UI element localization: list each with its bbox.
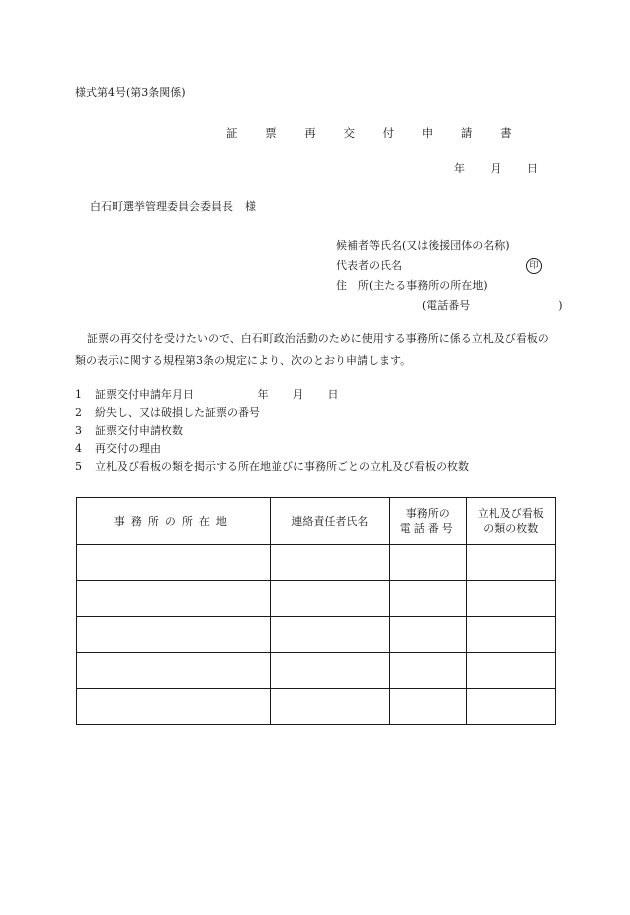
item1-date: 年 月 日: [257, 388, 339, 401]
office-phone-cell[interactable]: [389, 617, 466, 653]
header-office-phone: 事務所の 電話番号: [389, 498, 466, 545]
table-row: [77, 653, 556, 689]
list-item: 3 証票交付申請枚数: [75, 424, 183, 437]
office-location-cell[interactable]: [77, 689, 271, 725]
header-sign-count: 立札及び看板 の類の枚数: [466, 498, 555, 545]
office-location-cell[interactable]: [77, 581, 271, 617]
list-item: 4 再交付の理由: [75, 442, 161, 455]
year-label: 年: [454, 162, 465, 175]
table-row: [77, 545, 556, 581]
office-location-cell[interactable]: [77, 653, 271, 689]
phone-label: (電話番号: [422, 299, 471, 312]
sign-count-cell[interactable]: [466, 581, 555, 617]
list-item: 2 紛失し、又は破損した証票の番号: [75, 406, 260, 419]
contact-person-cell[interactable]: [270, 689, 389, 725]
list-item: 1 証票交付申請年月日 年 月 日: [75, 386, 469, 404]
sign-count-cell[interactable]: [466, 653, 555, 689]
application-date: [454, 162, 538, 176]
form-number: 様式第4号(第3条関係): [75, 86, 186, 99]
table-row: [77, 581, 556, 617]
table-header-row: [77, 498, 556, 545]
item-list: [75, 386, 469, 476]
phone-row: [336, 296, 563, 316]
applicant-block: [336, 236, 563, 316]
sign-count-cell[interactable]: [466, 545, 555, 581]
list-item: 5 立札及び看板の類を掲示する所在地並びに事務所ごとの立札及び看板の枚数: [75, 460, 469, 473]
month-label: 月: [490, 162, 502, 175]
office-phone-cell[interactable]: [389, 581, 466, 617]
sign-count-cell[interactable]: [466, 689, 555, 725]
table-row: [77, 617, 556, 653]
contact-person-cell[interactable]: [270, 581, 389, 617]
contact-person-cell[interactable]: [270, 653, 389, 689]
office-phone-cell[interactable]: [389, 689, 466, 725]
office-location-cell[interactable]: [77, 617, 271, 653]
contact-person-cell[interactable]: [270, 545, 389, 581]
request-body-text: 証票の再交付を受けたいので、白石町政治活動のために使用する事務所に係る立札及び看板の類の表示に関する規程第3条の規定により、次のとおり申請します。: [75, 332, 549, 367]
day-label: 日: [527, 162, 538, 175]
addressee-honorific: 様: [245, 200, 256, 213]
phone-close: ): [558, 299, 563, 312]
representative-row: [336, 256, 563, 276]
address-label: 住 所(主たる事務所の所在地): [336, 279, 488, 292]
table-row: [77, 689, 556, 725]
office-phone-cell[interactable]: [389, 545, 466, 581]
office-table: [76, 497, 556, 725]
sign-count-cell[interactable]: [466, 617, 555, 653]
header-office-location: 事務所の所在地: [77, 498, 271, 545]
header-contact-person: 連絡責任者氏名: [270, 498, 389, 545]
contact-person-cell[interactable]: [270, 617, 389, 653]
office-location-cell[interactable]: [77, 545, 271, 581]
candidate-name-label: 候補者等氏名(又は後援団体の名称): [336, 239, 510, 252]
seal-mark: 印: [526, 258, 542, 274]
representative-label: 代表者の氏名: [336, 259, 402, 272]
document-title: 証 票 再 交 付 申 請 書: [226, 126, 524, 140]
addressee: [90, 200, 256, 214]
office-phone-cell[interactable]: [389, 653, 466, 689]
addressee-name: 白石町選挙管理委員会委員長: [90, 200, 233, 213]
